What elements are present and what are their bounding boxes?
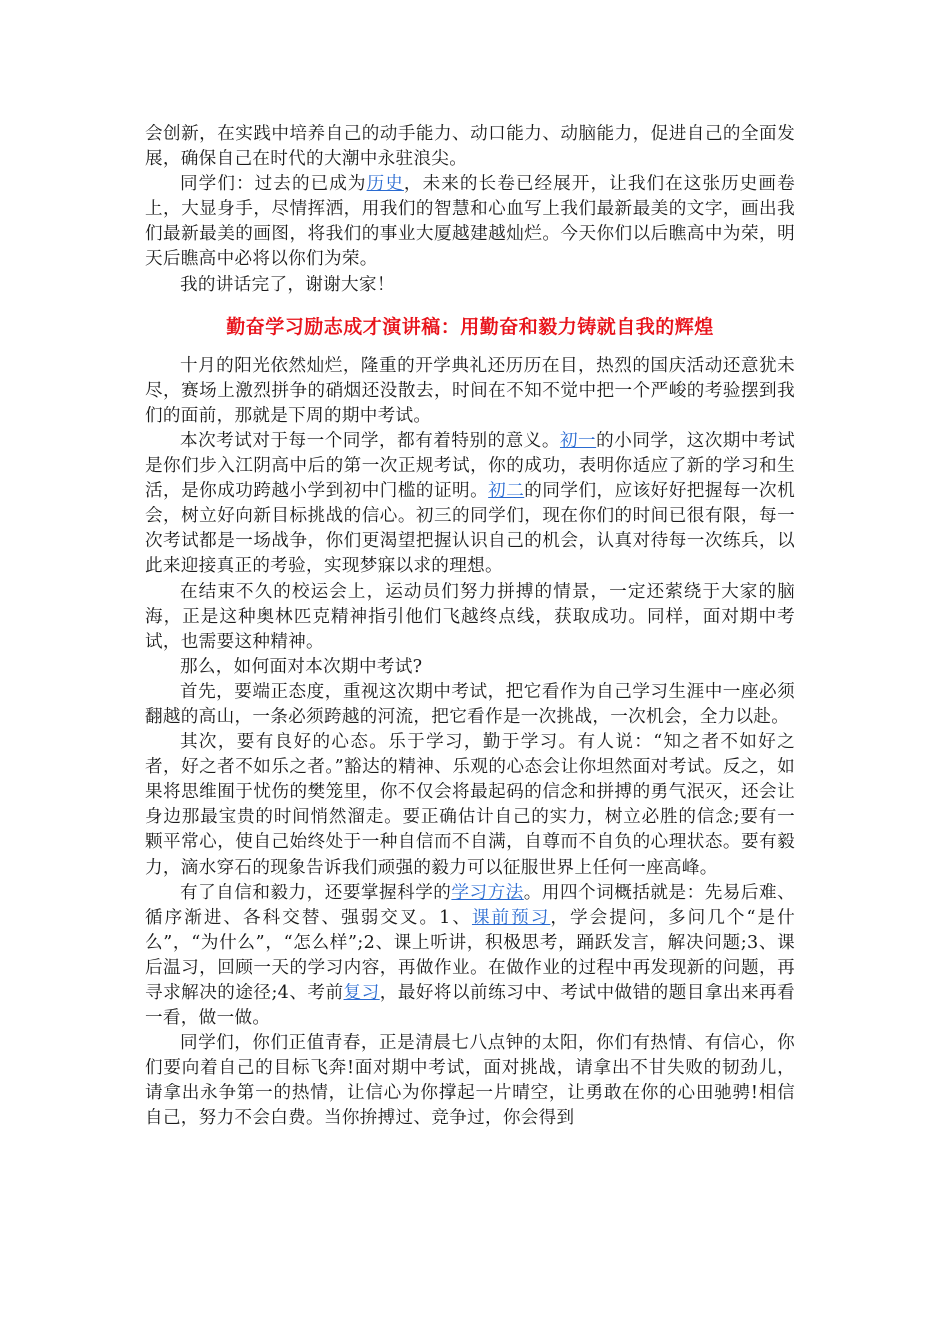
- paragraph-2-text-a: 同学们：过去的已成为: [180, 174, 367, 195]
- paragraph-6: 在结束不久的校运会上，运动员们努力拼搏的情景，一定还萦绕于大家的脑海，正是这种奥林匹克精神指引他们飞越终点线，获取成功。同样，面对期中考试，也需要这种精神。: [145, 581, 795, 652]
- grade-two-link[interactable]: 初二: [488, 481, 525, 502]
- paragraph-10-text-a: 有了自信和毅力，还要掌握科学的: [180, 882, 452, 903]
- paragraph-7: 那么，如何面对本次期中考试?: [180, 656, 423, 677]
- paragraph-4: 十月的阳光依然灿烂，隆重的开学典礼还历历在目，热烈的国庆活动还意犹未尽，赛场上激烈拼争的硝烟还没散去，时间在不知不觉中把一个严峻的考验摆到我们的面前，那就是下周的期中考试。: [145, 355, 795, 426]
- paragraph-10-text-d: ，最好将以前练习中、考试中做错的题目拿出来再看一看，做一做。: [145, 983, 795, 1029]
- paragraph-5-text-c: 的同学们，应该好好把握每一次机会，树立好向新目标挑战的信心。初三的同学们，现在你们的时间已很有限，每一次考试都是一场战争，你们更渴望把握认识自己的机会，认真对待每一次练兵，以此来迎接真正的考验，实现梦寐以求的理想。: [145, 481, 795, 577]
- paragraph-3: 我的讲话完了，谢谢大家！: [180, 274, 395, 295]
- speech-title: 勤奋学习励志成才演讲稿：用勤奋和毅力铸就自我的辉煌: [226, 315, 714, 338]
- document-page: [145, 122, 795, 1132]
- paragraph-5-text-a: 本次考试对于每一个同学，都有着特别的意义。: [180, 430, 560, 451]
- paragraph-5-text-b: 的小同学，这次期中考试是你们步入江阴高中后的第一次正规考试，你的成功，表明你适应了新的学习和生活，是你成功跨越小学到初中门槛的证明。: [145, 430, 795, 502]
- paragraph-2-text-b: ，未来的长卷已经展开，让我们在这张历史画卷上，大显身手，尽情挥洒，用我们的智慧和心血写上我们最新最美的文字，画出我们最新最美的画图，将我们的事业大厦越建越灿烂。今天你们以后瞧高中为荣，明天后瞧高中必将以你们为荣。: [145, 174, 795, 270]
- study-method-link[interactable]: 学习方法: [451, 882, 524, 903]
- history-link[interactable]: 历史: [366, 174, 404, 195]
- review-link[interactable]: 复习: [343, 983, 380, 1003]
- paragraph-10-text-b: 。用四个词概括就是：先易后难、循序渐进、各科交替、强弱交叉。1、: [145, 882, 795, 928]
- grade-one-link[interactable]: 初一: [559, 430, 597, 451]
- paragraph-1: 会创新，在实践中培养自己的动手能力、动口能力、动脑能力，促进自己的全面发展，确保自己在时代的大潮中永驻浪尖。: [145, 124, 795, 170]
- paragraph-9: 其次，要有良好的心态。乐于学习，勤于学习。有人说：“知之者不如好之者，好之者不如乐之者。”豁达的精神、乐观的心态会让你坦然面对考试。反之，如果将思维囿于忧伤的樊笼里，你不仅会将最起码的信念和拼搏的勇气泯灭，还会让身边那最宝贵的时间悄然溜走。要正确估计自己的实力，树立必胜的信念;要有一颗平常心，使自己始终处于一种自信而不自满，自尊而不自负的心理状态。要有毅力，滴水穿石的现象告诉我们顽强的毅力可以征服世界上任何一座高峰。: [145, 732, 795, 878]
- paragraph-2: [145, 172, 795, 272]
- paragraph-10-text-c: ，学会提问，多问几个“是什么”，“为什么”，“怎么样”;2、课上听讲，积极思考，踊跃发言，解决问题;3、课后温习，回顾一天的学习内容，再做作业。在做作业的过程中再发现新的问题，再寻求解决的途径;4、考前: [145, 907, 795, 1003]
- preview-link[interactable]: 课前预习: [471, 907, 551, 928]
- paragraph-11: 同学们，你们正值青春，正是清晨七八点钟的太阳，你们有热情、有信心，你们要向着自己的目标飞奔!面对期中考试，面对挑战，请拿出不甘失败的韧劲儿，请拿出永争第一的热情，让信心为你撑起一片晴空，让勇敢在你的心田驰骋!相信自己，努力不会白费。当你拚搏过、竞争过，你会得到: [145, 1033, 795, 1129]
- paragraph-10: [145, 881, 795, 1032]
- paragraph-5: [145, 429, 795, 580]
- paragraph-8: 首先，要端正态度，重视这次期中考试，把它看作为自己学习生涯中一座必须翻越的高山，一条必须跨越的河流，把它看作是一次挑战，一次机会，全力以赴。: [145, 681, 795, 727]
